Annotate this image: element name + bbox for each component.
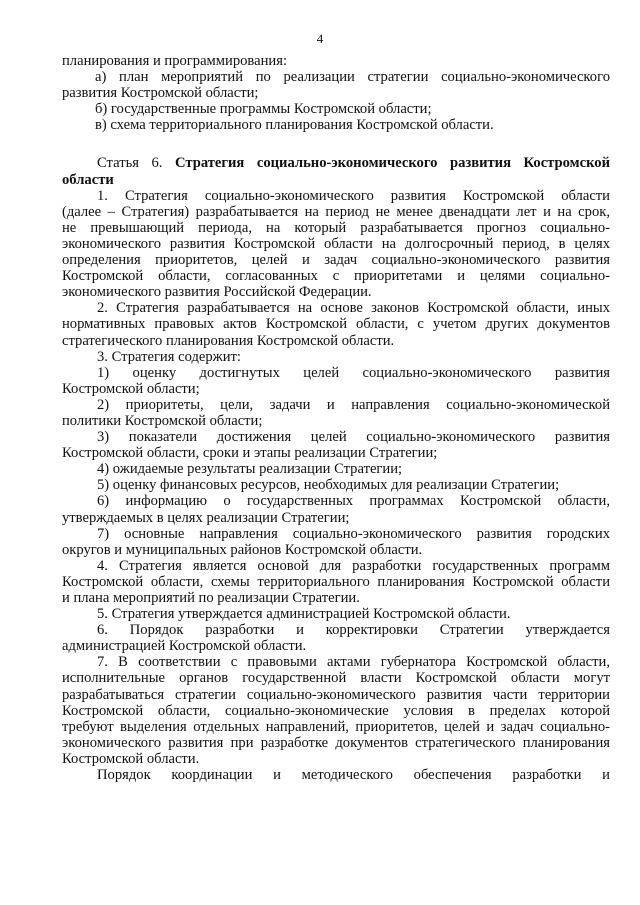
p4-line: и плана мероприятий по реализации Стратегии. (62, 590, 360, 606)
p5-line: 5. Стратегия утверждается администрацией Костромской области. (97, 606, 511, 623)
p1-line: (далее – Стратегия) разрабатывается на период не менее двенадцати лет и на срок, (62, 203, 610, 220)
list-item-c: в) схема территориального планирования Костромской области. (95, 117, 494, 134)
p3-item-cont: утверждаемых в целях реализации Стратегии; (62, 509, 350, 526)
p3-item-cont: округов и муниципальных районов Костромской области. (62, 541, 423, 558)
article-heading (62, 155, 610, 171)
p3-heading: 3. Стратегия содержит: (97, 348, 241, 365)
p4-line: 4. Стратегия является основой для разработки государственных программ (97, 557, 610, 574)
list-item-a-cont: развития Костромской области; (62, 85, 259, 102)
p6-line: администрацией Костромской области. (62, 638, 307, 655)
p3-item-cont: Костромской области, сроки и этапы реализации Стратегии; (62, 445, 438, 462)
p3-item: 5) оценку финансовых ресурсов, необходимых для реализации Стратегии; (97, 477, 560, 494)
p3-item: 7) основные направления социально-экономического развития городских (97, 525, 610, 542)
p8-line: Порядок координации и методического обеспечения разработки и (97, 767, 610, 784)
article-title: Стратегия социально-экономического развития Костромской (175, 155, 610, 172)
list-item-b: б) государственные программы Костромской области; (95, 101, 432, 118)
page-number: 4 (316, 31, 324, 46)
p1-line: экономического развития Российской Федерации. (62, 284, 372, 301)
p2-line: стратегического планирования Костромской области. (62, 332, 395, 349)
p7-line: 7. В соответствии с правовыми актами губернатора Костромской области, (97, 654, 610, 671)
p3-item-cont: Костромской области; (62, 380, 200, 397)
p7-line: Костромской области, социально-экономические условия в пределах которой (62, 702, 610, 719)
article-label: Статья 6. (97, 155, 163, 172)
p2-line: нормативных правовых актов Костромской области, с учетом других документов (62, 316, 610, 333)
p7-line: разрабатываться стратегии социально-экономического развития части территории (62, 686, 610, 703)
p1-line: Костромской области, согласованных с приоритетами и целями социально- (62, 268, 610, 285)
article-title-cont: области (62, 171, 114, 188)
p6-line: 6. Порядок разработки и корректировки Стратегии утверждается (97, 622, 610, 639)
p3-item: 3) показатели достижения целей социально-экономического развития (97, 429, 610, 446)
p1-line: не превышающий периода, на который разрабатывается прогноз социально- (62, 219, 610, 236)
p3-item-cont: политики Костромской области; (62, 412, 263, 429)
p7-line: исполнительные органов государственной власти Костромской области могут (62, 670, 610, 687)
document-body (62, 53, 610, 783)
p4-line: Костромской области, схемы территориального планирования Костромской области (62, 573, 610, 590)
p3-item: 4) ожидаемые результаты реализации Стратегии; (97, 461, 403, 478)
p1-line: экономического развития Костромской области на долгосрочный период, в целях (62, 235, 610, 252)
p3-item: 1) оценку достигнутых целей социально-экономического развития (97, 364, 610, 381)
p7-line: экономического развития при разработке документов стратегического планирования (62, 734, 610, 751)
p3-item: 6) информацию о государственных программах Костромской области, (97, 493, 610, 510)
p7-line: Костромской области. (62, 750, 200, 767)
p3-item: 2) приоритеты, цели, задачи и направления социально-экономической (97, 396, 610, 413)
p1-line: 1. Стратегия социально-экономического развития Костромской области (97, 187, 610, 204)
intro-line: планирования и программирования: (62, 53, 287, 69)
list-item-a: а) план мероприятий по реализации стратегии социально-экономического (95, 69, 610, 86)
p2-line: 2. Стратегия разрабатывается на основе законов Костромской области, иных (97, 300, 610, 317)
p1-line: определения приоритетов, целей и задач социально-экономического развития (62, 252, 610, 269)
p7-line: требуют выделения отдельных направлений, приоритетов, целей и задач социально- (62, 718, 610, 735)
